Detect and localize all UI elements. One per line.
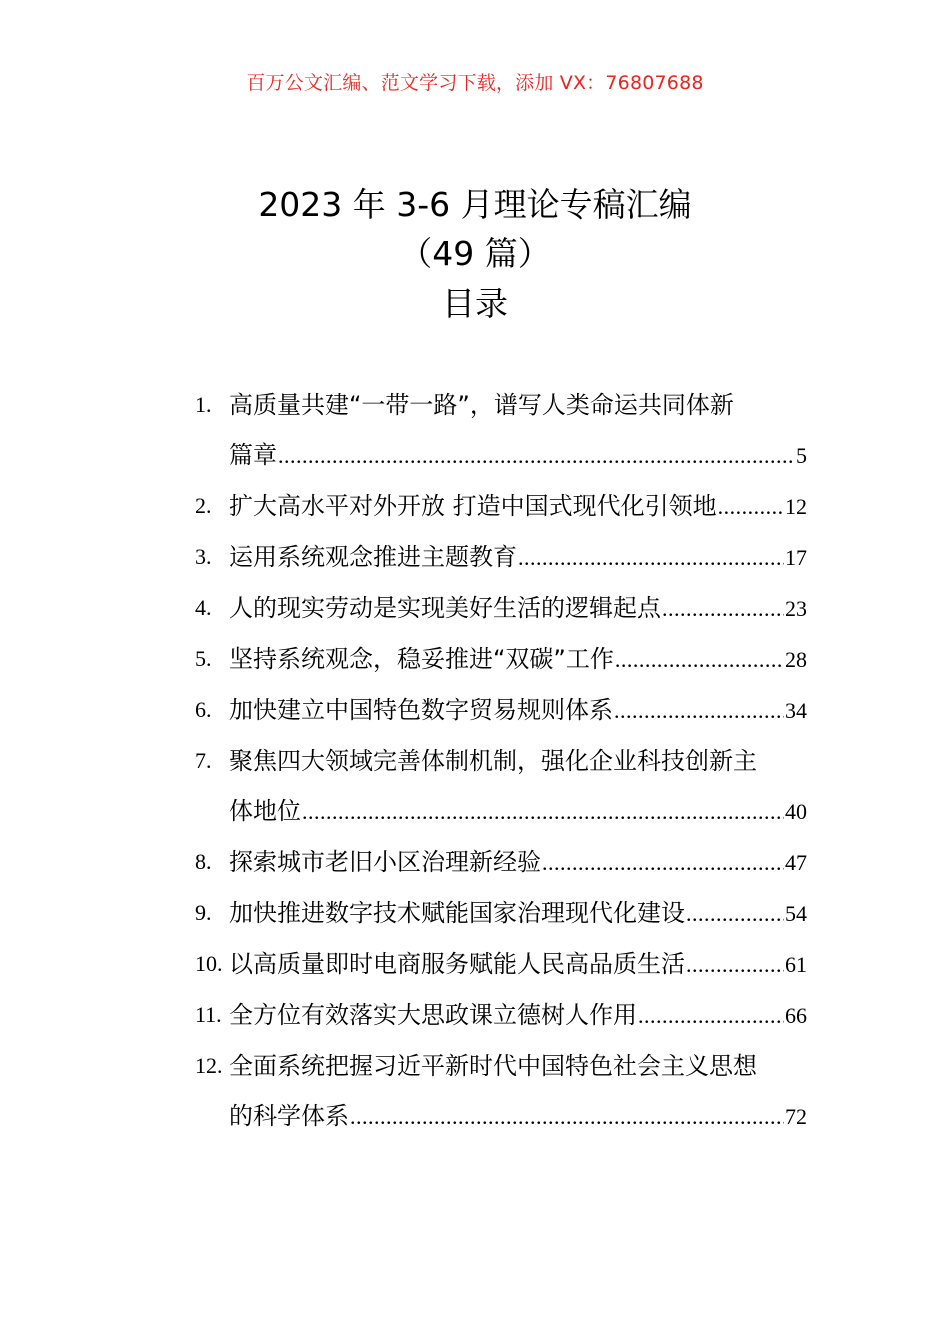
toc-entry-title: 高质量共建“一带一路”，谱写人类命运共同体新 [229,391,734,419]
toc-entry-title-cont: 篇章 [229,441,277,469]
toc-leader-dots [614,686,784,736]
toc-entry-page: 28 [785,647,807,672]
toc-entry-number: 4. [195,595,212,620]
toc-entry-number: 12. [195,1053,223,1078]
toc-entry-page: 61 [785,952,807,977]
toc-leader-dots [686,940,784,990]
toc-leader-dots [518,533,784,583]
watermark-contact: 百万公文汇编、范文学习下载，添加 VX：76807688 [246,72,704,94]
toc-entry[interactable] [195,532,807,583]
toc-entry[interactable] [195,583,807,634]
toc-entry[interactable] [195,685,807,736]
toc-entry-title-cont: 体地位 [229,797,301,825]
toc-entry-title: 加快建立中国特色数字贸易规则体系 [229,696,613,724]
toc-entry[interactable] [195,990,807,1041]
toc-leader-dots [718,482,784,532]
document-title: 2023 年 3-6 月理论专稿汇编 [258,185,692,224]
toc-entry-title-cont: 的科学体系 [229,1102,349,1130]
toc-entry[interactable] [195,634,807,685]
toc-entry[interactable] [195,481,807,532]
toc-entry-number: 7. [195,748,212,773]
toc-entry-title: 探索城市老旧小区治理新经验 [229,848,541,876]
toc-entry[interactable] [195,888,807,939]
toc-entry-number: 5. [195,646,212,671]
table-of-contents [195,380,807,1142]
toc-entry-page: 66 [785,1003,807,1028]
toc-entry-page: 54 [785,901,807,926]
toc-entry-title: 加快推进数字技术赋能国家治理现代化建设 [229,899,685,927]
toc-entry-title: 以高质量即时电商服务赋能人民高品质生活 [229,950,685,978]
toc-entry[interactable] [195,380,807,481]
toc-leader-dots [615,635,784,685]
toc-entry[interactable] [195,736,807,837]
toc-leader-dots [662,584,784,634]
toc-entry-page: 17 [785,545,807,570]
toc-entry-page: 12 [785,494,807,519]
toc-entry-title: 坚持系统观念，稳妥推进“双碳”工作 [229,645,614,673]
toc-entry-title: 全方位有效落实大思政课立德树人作用 [229,1001,637,1029]
toc-leader-dots [542,838,784,888]
toc-entry[interactable] [195,1041,807,1142]
toc-entry-page: 47 [785,850,807,875]
toc-entry[interactable] [195,837,807,888]
toc-entry-number: 1. [195,392,212,417]
toc-entry-number: 2. [195,493,212,518]
toc-entry-number: 9. [195,900,212,925]
toc-entry-page: 5 [796,443,807,468]
toc-entry-title: 全面系统把握习近平新时代中国特色社会主义思想 [229,1052,757,1080]
toc-entry-page: 40 [785,799,807,824]
toc-entry-title: 运用系统观念推进主题教育 [229,543,517,571]
toc-entry-number: 6. [195,697,212,722]
toc-entry-title: 聚焦四大领域完善体制机制，强化企业科技创新主 [229,747,757,775]
toc-leader-dots [278,431,795,481]
toc-leader-dots [686,889,784,939]
toc-entry-title: 人的现实劳动是实现美好生活的逻辑起点 [229,594,661,622]
toc-entry-number: 11. [195,1002,222,1027]
document-subtitle-count: （49 篇） [399,234,551,273]
toc-entry[interactable] [195,939,807,990]
toc-heading: 目录 [442,284,508,323]
toc-entry-page: 72 [785,1104,807,1129]
toc-leader-dots [638,991,784,1041]
toc-leader-dots [350,1092,784,1142]
toc-entry-page: 23 [785,596,807,621]
toc-entry-number: 3. [195,544,212,569]
toc-entry-page: 34 [785,698,807,723]
toc-entry-number: 8. [195,849,212,874]
toc-entry-number: 10. [195,951,223,976]
toc-leader-dots [302,787,784,837]
toc-entry-title: 扩大高水平对外开放 打造中国式现代化引领地 [229,492,717,520]
